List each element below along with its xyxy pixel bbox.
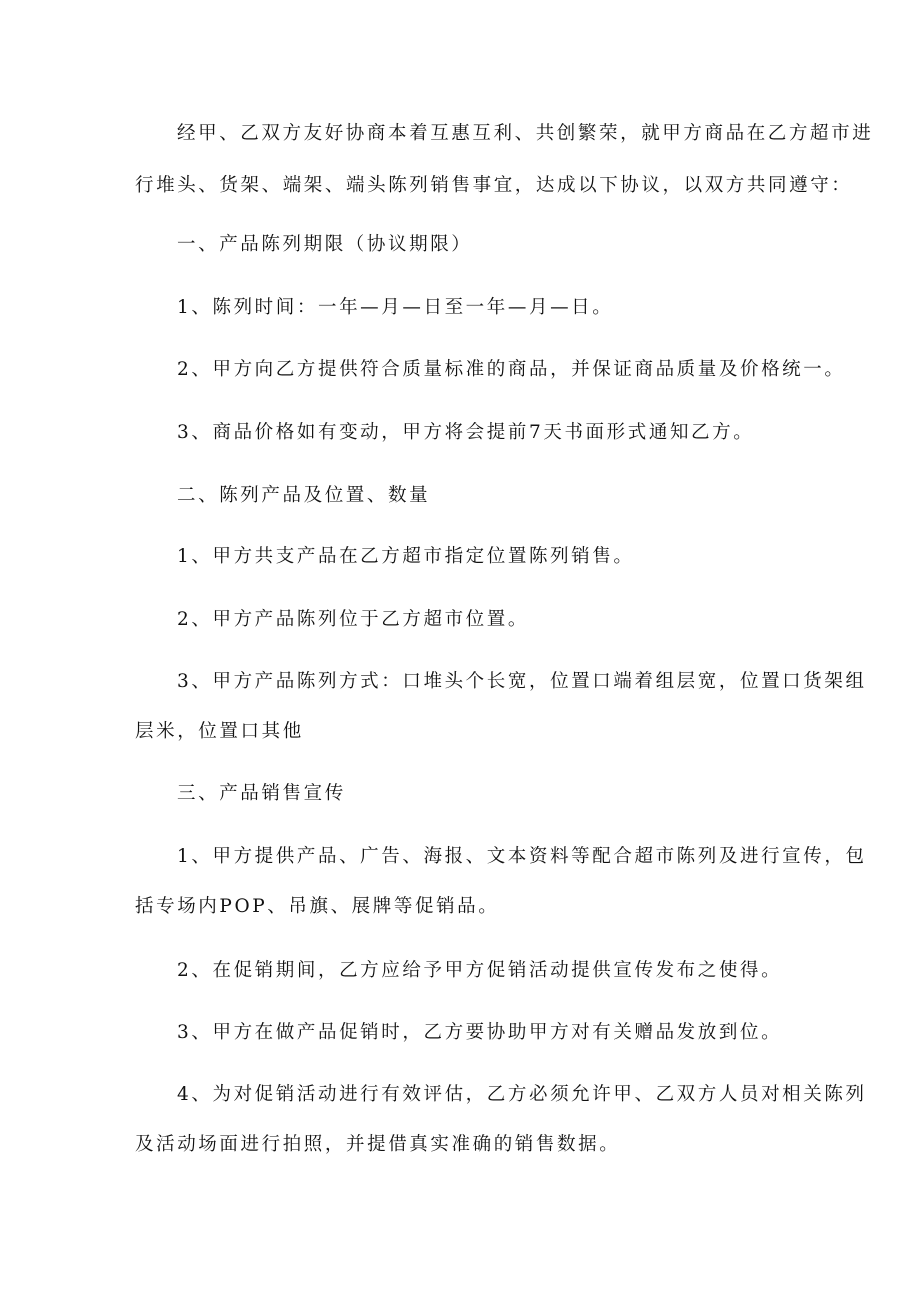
section-1-item-3: 3、商品价格如有变动，甲方将会提前7天书面形式通知乙方。 <box>177 422 755 443</box>
section-1-heading: 一、产品陈列期限（协议期限） <box>177 234 473 255</box>
intro-line-1: 经甲、乙双方友好协商本着互惠互利、共创繁荣，就甲方商品在乙方超市进 <box>177 123 874 144</box>
section-3-heading: 三、产品销售宣传 <box>177 783 346 804</box>
section-3-item-4-line-2: 及活动场面进行拍照，并提借真实准确的销售数据。 <box>135 1134 621 1155</box>
section-3-item-4-line-1: 4、为对促销活动进行有效评估，乙方必须允许甲、乙双方人员对相关陈列 <box>177 1084 867 1105</box>
intro-line-2: 行堆头、货架、端架、端头陈列销售事宜，达成以下协议，以双方共同遵守： <box>135 175 853 196</box>
section-1-item-1: 1、陈列时间：一年—月—日至一年—月—日。 <box>177 297 614 318</box>
section-2-item-3-line-1: 3、甲方产品陈列方式：口堆头个长宽，位置口端着组层宽，位置口货架组 <box>177 671 867 692</box>
section-2-item-3-line-2: 层米，位置口其他 <box>135 721 304 742</box>
section-2-heading: 二、陈列产品及位置、数量 <box>177 485 431 506</box>
section-1-item-2: 2、甲方向乙方提供符合质量标准的商品，并保证商品质量及价格统一。 <box>177 359 846 380</box>
section-3-item-2: 2、在促销期间，乙方应给予甲方促销活动提供宣传发布之使得。 <box>177 960 783 981</box>
section-3-item-3: 3、甲方在做产品促销时，乙方要协助甲方对有关赠品发放到位。 <box>177 1022 783 1043</box>
section-2-item-2: 2、甲方产品陈列位于乙方超市位置。 <box>177 609 529 630</box>
section-3-item-1-line-2: 括专场内POP、吊旗、展牌等促销品。 <box>135 896 500 917</box>
section-3-item-1-line-1: 1、甲方提供产品、广告、海报、文本资料等配合超市陈列及进行宣传，包 <box>177 846 867 867</box>
section-2-item-1: 1、甲方共支产品在乙方超市指定位置陈列销售。 <box>177 546 635 567</box>
